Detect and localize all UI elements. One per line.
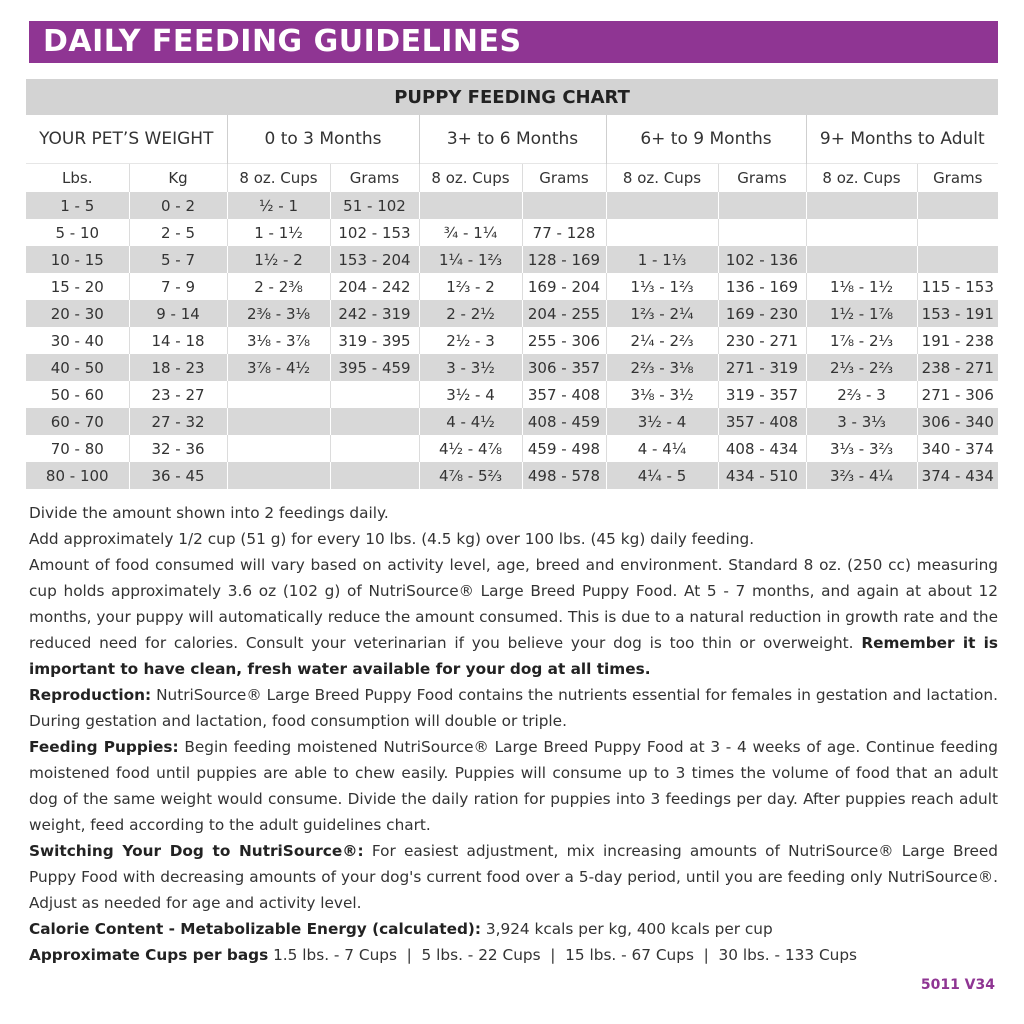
table-cell [227, 435, 330, 462]
table-cell: 1⅛ - 1½ [806, 273, 917, 300]
puppy-feeding-chart [26, 79, 998, 489]
table-row [26, 219, 998, 246]
table-cell: 4¼ - 5 [606, 462, 718, 489]
unit-header-grams: Grams [718, 164, 806, 193]
table-row [26, 462, 998, 489]
table-row [26, 327, 998, 354]
table-cell: 2⅜ - 3⅛ [227, 300, 330, 327]
table-cell: 204 - 255 [522, 300, 606, 327]
table-cell: 271 - 319 [718, 354, 806, 381]
table-cell: 498 - 578 [522, 462, 606, 489]
table-cell: 7 - 9 [129, 273, 227, 300]
table-cell: 1½ - 1⅞ [806, 300, 917, 327]
table-cell: 1 - 1⅓ [606, 246, 718, 273]
note-water: Remember it is important to have clean, fresh water available for your dog at all times. [29, 634, 998, 678]
table-row [26, 192, 998, 219]
table-cell: 1⅓ - 1⅔ [606, 273, 718, 300]
table-cell: 3½ - 4 [419, 381, 522, 408]
table-cell: 3 - 3½ [419, 354, 522, 381]
table-cell: 357 - 408 [718, 408, 806, 435]
unit-header-grams: Grams [330, 164, 419, 193]
table-cell: 2¼ - 2⅔ [606, 327, 718, 354]
table-cell: 5 - 10 [26, 219, 129, 246]
table-cell [227, 462, 330, 489]
table-cell: 2⅓ - 2⅔ [806, 354, 917, 381]
table-cell: 128 - 169 [522, 246, 606, 273]
table-row [26, 408, 998, 435]
note-cups-per-bag [29, 942, 998, 968]
group-header-0-3-months: 0 to 3 Months [227, 115, 419, 164]
table-cell: 191 - 238 [917, 327, 998, 354]
table-cell: 1 - 5 [26, 192, 129, 219]
cups-text: 1.5 lbs. - 7 Cups | 5 lbs. - 22 Cups | 15 lbs. - 67 Cups | 30 lbs. - 133 Cups [273, 946, 858, 964]
table-cell: 340 - 374 [917, 435, 998, 462]
table-cell: 306 - 357 [522, 354, 606, 381]
table-row [26, 354, 998, 381]
note-amount [29, 552, 998, 682]
table-cell: 9 - 14 [129, 300, 227, 327]
table-cell: 18 - 23 [129, 354, 227, 381]
table-cell: 2 - 2⅜ [227, 273, 330, 300]
table-cell: 4½ - 4⅞ [419, 435, 522, 462]
table-row [26, 273, 998, 300]
note-feeding-puppies [29, 734, 998, 838]
table-cell: ½ - 1 [227, 192, 330, 219]
table-cell: 50 - 60 [26, 381, 129, 408]
table-cell [227, 408, 330, 435]
table-cell: 60 - 70 [26, 408, 129, 435]
table-cell: 102 - 136 [718, 246, 806, 273]
table-cell: 3⅞ - 4½ [227, 354, 330, 381]
unit-header-kg: Kg [129, 164, 227, 193]
table-cell: 459 - 498 [522, 435, 606, 462]
table-cell: 306 - 340 [917, 408, 998, 435]
note-divide: Divide the amount shown into 2 feedings daily. [29, 504, 389, 522]
table-cell: 3½ - 4 [606, 408, 718, 435]
table-cell: 115 - 153 [917, 273, 998, 300]
table-cell: 1⅔ - 2¼ [606, 300, 718, 327]
table-cell [806, 192, 917, 219]
unit-header-grams: Grams [917, 164, 998, 193]
table-cell [330, 462, 419, 489]
table-cell: 3 - 3⅓ [806, 408, 917, 435]
page-title: DAILY FEEDING GUIDELINES [43, 24, 522, 59]
unit-header-cups: 8 oz. Cups [419, 164, 522, 193]
table-row [26, 300, 998, 327]
group-header-6-9-months: 6+ to 9 Months [606, 115, 806, 164]
table-cell: 80 - 100 [26, 462, 129, 489]
table-cell [330, 381, 419, 408]
table-cell: ¾ - 1¼ [419, 219, 522, 246]
table-cell [917, 246, 998, 273]
table-cell: 23 - 27 [129, 381, 227, 408]
table-cell: 20 - 30 [26, 300, 129, 327]
table-cell: 2½ - 3 [419, 327, 522, 354]
table-cell: 238 - 271 [917, 354, 998, 381]
switching-label: Switching Your Dog to NutriSource®: [29, 842, 364, 860]
table-cell: 357 - 408 [522, 381, 606, 408]
calorie-text: 3,924 kcals per kg, 400 kcals per cup [485, 920, 773, 938]
table-cell: 27 - 32 [129, 408, 227, 435]
table-cell: 2⅔ - 3 [806, 381, 917, 408]
table-cell: 242 - 319 [330, 300, 419, 327]
table-cell: 255 - 306 [522, 327, 606, 354]
note-add: Add approximately 1/2 cup (51 g) for every 10 lbs. (4.5 kg) over 100 lbs. (45 kg) daily feeding. [29, 530, 755, 548]
table-cell: 4 - 4½ [419, 408, 522, 435]
table-cell: 319 - 357 [718, 381, 806, 408]
table-cell: 153 - 204 [330, 246, 419, 273]
table-cell: 434 - 510 [718, 462, 806, 489]
feeding-puppies-text: Begin feeding moistened NutriSource® Large Breed Puppy Food at 3 - 4 weeks of age. Continue feeding moistened food until puppies are able to chew easily. Puppies will consume up to 3 times the volume of food that an adult dog of the same weight would consume. Divide the daily ration for puppies into 3 feedings per day. After puppies reach adult weight, feed according to the adult guidelines chart. [29, 738, 998, 834]
table-cell [419, 192, 522, 219]
table-cell: 3⅛ - 3⅞ [227, 327, 330, 354]
switching-text: For easiest adjustment, mix increasing amounts of NutriSource® Large Breed Puppy Food with decreasing amounts of your dog's current food over a 5-day period, until you are feeding only NutriSource®. Adjust as needed for age and activity level. [29, 842, 999, 912]
group-header-3-6-months: 3+ to 6 Months [419, 115, 606, 164]
table-cell: 408 - 459 [522, 408, 606, 435]
note-amount-text: Amount of food consumed will vary based on activity level, age, breed and environment. Standard 8 oz. (250 cc) measuring cup holds approximately 3.6 oz (102 g) of NutriSource® Large Breed Puppy Food. At 5 - 7 months, and again at about 12 months, your puppy will automatically reduce the amount consumed. This is due to a natural reduction in growth rate and the reduced need for calories. Consult your veterinarian if you believe your dog is too thin or overweight. [29, 556, 998, 652]
table-cell [806, 246, 917, 273]
note-reproduction [29, 682, 998, 734]
table-cell [718, 192, 806, 219]
table-cell: 2 - 5 [129, 219, 227, 246]
table-row [26, 435, 998, 462]
table-cell: 70 - 80 [26, 435, 129, 462]
table-cell [522, 192, 606, 219]
note-calorie [29, 916, 998, 942]
table-cell: 1½ - 2 [227, 246, 330, 273]
page-title-banner [29, 21, 998, 63]
table-cell [606, 219, 718, 246]
chart-title: PUPPY FEEDING CHART [26, 79, 998, 115]
table-cell [330, 408, 419, 435]
unit-header-cups: 8 oz. Cups [806, 164, 917, 193]
table-cell: 395 - 459 [330, 354, 419, 381]
table-cell: 230 - 271 [718, 327, 806, 354]
table-cell: 1 - 1½ [227, 219, 330, 246]
table-cell: 77 - 128 [522, 219, 606, 246]
reproduction-text: NutriSource® Large Breed Puppy Food contains the nutrients essential for females in gestation and lactation. During gestation and lactation, food consumption will double or triple. [29, 686, 998, 730]
table-cell: 1⅔ - 2 [419, 273, 522, 300]
table-cell: 15 - 20 [26, 273, 129, 300]
table-cell: 3⅔ - 4¼ [806, 462, 917, 489]
table-cell: 136 - 169 [718, 273, 806, 300]
table-cell: 169 - 204 [522, 273, 606, 300]
product-code: 5011 V34 [920, 977, 995, 993]
table-cell: 51 - 102 [330, 192, 419, 219]
table-cell: 0 - 2 [129, 192, 227, 219]
unit-header-grams: Grams [522, 164, 606, 193]
table-cell [718, 219, 806, 246]
table-cell: 5 - 7 [129, 246, 227, 273]
table-cell: 319 - 395 [330, 327, 419, 354]
reproduction-label: Reproduction: [29, 686, 152, 704]
note-switching [29, 838, 998, 916]
table-cell: 2⅔ - 3⅛ [606, 354, 718, 381]
table-cell: 14 - 18 [129, 327, 227, 354]
table-cell: 32 - 36 [129, 435, 227, 462]
table-cell: 408 - 434 [718, 435, 806, 462]
table-cell: 4⅞ - 5⅔ [419, 462, 522, 489]
calorie-label: Calorie Content - Metabolizable Energy (calculated): [29, 920, 481, 938]
table-cell: 1¼ - 1⅔ [419, 246, 522, 273]
table-cell [606, 192, 718, 219]
table-row [26, 246, 998, 273]
feeding-notes [29, 500, 998, 968]
table-cell: 36 - 45 [129, 462, 227, 489]
unit-header-cups: 8 oz. Cups [606, 164, 718, 193]
table-cell [917, 219, 998, 246]
table-cell: 169 - 230 [718, 300, 806, 327]
table-cell: 3⅛ - 3½ [606, 381, 718, 408]
unit-header-cups: 8 oz. Cups [227, 164, 330, 193]
table-cell: 204 - 242 [330, 273, 419, 300]
cups-label: Approximate Cups per bags [29, 946, 269, 964]
table-cell: 374 - 434 [917, 462, 998, 489]
feeding-puppies-label: Feeding Puppies: [29, 738, 179, 756]
table-cell [917, 192, 998, 219]
table-cell: 40 - 50 [26, 354, 129, 381]
table-cell: 3⅓ - 3⅔ [806, 435, 917, 462]
table-cell: 10 - 15 [26, 246, 129, 273]
group-header-weight: YOUR PET’S WEIGHT [39, 129, 214, 149]
table-cell [806, 219, 917, 246]
table-cell: 4 - 4¼ [606, 435, 718, 462]
table-row [26, 381, 998, 408]
table-cell: 102 - 153 [330, 219, 419, 246]
table-cell [330, 435, 419, 462]
table-cell: 1⅞ - 2⅓ [806, 327, 917, 354]
table-cell: 271 - 306 [917, 381, 998, 408]
table-cell: 30 - 40 [26, 327, 129, 354]
table-cell: 2 - 2½ [419, 300, 522, 327]
table-cell [227, 381, 330, 408]
group-header-9-months-adult: 9+ Months to Adult [806, 115, 998, 164]
unit-header-lbs: Lbs. [26, 164, 129, 193]
table-cell: 153 - 191 [917, 300, 998, 327]
